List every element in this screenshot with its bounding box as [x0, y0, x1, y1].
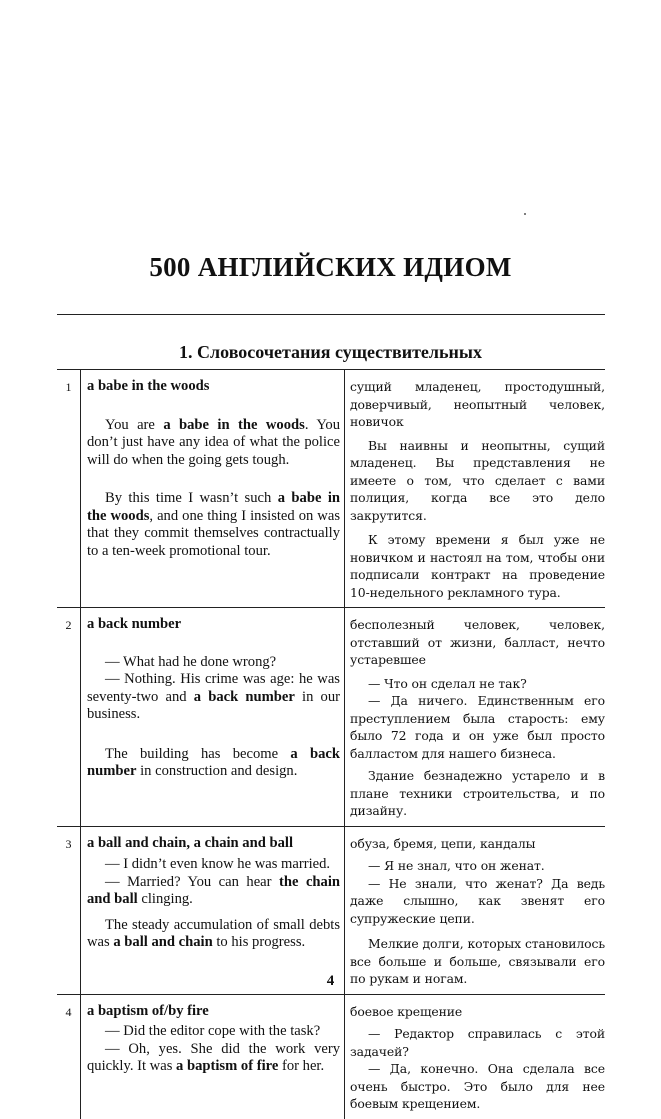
english-example [87, 671, 340, 724]
russian-dialogue-line: — Что он сделал не так? [368, 675, 527, 691]
example-text: By this time I wasn’t such [105, 490, 278, 506]
russian-translation: — Не знали, что женат? Да ведь даже слышно, как звенят его супружеские цепи. [350, 875, 605, 926]
english-example [87, 1041, 340, 1076]
example-idiom: a back number [193, 688, 295, 705]
english-example [87, 417, 340, 470]
section-title: 1. Словосочетания существительных [179, 342, 482, 362]
example-text: , and one thing I insisted on was that they commit themselves contractually to a ten-week promotional tour. [87, 507, 341, 559]
example-idiom: a back number [87, 745, 340, 779]
english-dialogue-line: — I didn’t even know he was married. [105, 856, 331, 872]
example-text: The building has become [105, 745, 291, 762]
entry-number: 3 [57, 827, 81, 994]
russian-translation: Здание безнадежно устарело и в плане техники строительства, и по дизайну. [350, 768, 605, 818]
russian-column [345, 995, 605, 1119]
title-rule [57, 314, 605, 315]
russian-column [345, 608, 605, 826]
russian-column [345, 827, 605, 994]
example-text: The steady accumulation of small debts was [87, 916, 340, 950]
example-text: You are [105, 416, 164, 433]
example-text: for her. [278, 1058, 325, 1074]
english-column [81, 370, 345, 607]
english-example [87, 917, 340, 952]
idiom-phrase: a baptism of/by fire [87, 1002, 209, 1019]
book-title: 500 АНГЛИЙСКИХ ИДИОМ [149, 252, 512, 282]
idiom-table [57, 369, 605, 1119]
idiom-entry [57, 608, 605, 827]
example-idiom: a ball and chain [113, 934, 213, 950]
example-idiom: a babe in the woods [87, 490, 340, 524]
english-column [81, 608, 345, 826]
idiom-meaning: бесполезный человек, человек, отставший от жизни, балласт, нечто устаревшее [350, 617, 605, 667]
example-text: clinging. [137, 891, 193, 907]
idiom-phrase: a ball and chain, a chain and ball [87, 834, 294, 851]
english-column [81, 995, 345, 1119]
example-text: . You don’t just have any idea of what the police will do when the going gets tough. [87, 416, 340, 468]
example-text: in construction and design. [136, 763, 298, 779]
idiom-entry [57, 369, 605, 608]
english-dialogue-line: — What had he done wrong? [105, 653, 277, 670]
example-text: — Married? You can hear [105, 873, 279, 890]
example-idiom: the chain and ball [87, 873, 340, 907]
example-text: to his progress. [212, 934, 306, 950]
english-column [81, 827, 345, 994]
speck [524, 213, 526, 215]
english-example [87, 746, 340, 781]
entry-number: 2 [57, 608, 81, 826]
english-example [87, 490, 340, 560]
russian-translation: Вы наивны и неопытны, сущий младенец. Вы представления не имеете о том, что сделает с вами полиция, когда все это дело закрутится. [350, 437, 605, 523]
example-idiom: a babe in the woods [163, 416, 305, 433]
russian-translation: — Да, конечно. Она сделала все очень быстро. Это было для нее боевым крещением. [350, 1061, 605, 1111]
entry-number: 1 [57, 370, 81, 607]
idiom-meaning: сущий младенец, простодушный, доверчивый, неопытный человек, новичок [350, 379, 605, 429]
idiom-phrase: a babe in the woods [87, 378, 210, 394]
example-text: — Nothing. His crime was age: he was seventy-two and [87, 671, 340, 705]
english-dialogue-line: — Did the editor cope with the task? [105, 1023, 321, 1039]
russian-dialogue-line: — Редактор справилась с этой задачей? [350, 1026, 605, 1059]
idiom-phrase: a back number [87, 616, 182, 632]
example-idiom: a baptism of fire [176, 1058, 279, 1074]
russian-translation: К этому времени я был уже не новичком и настоял на том, чтобы они подписали контракт на проведение 10-недельного рекламного тура. [350, 532, 605, 600]
entry-number: 4 [57, 995, 81, 1119]
russian-column [345, 370, 605, 607]
idiom-entry [57, 995, 605, 1119]
idiom-meaning: обуза, бремя, цепи, кандалы [350, 835, 536, 851]
russian-translation: Мелкие долги, которых становилось все больше и больше, связывали его по рукам и ногам. [350, 936, 605, 986]
english-example [87, 874, 340, 909]
example-text: — Oh, yes. She did the work very quickly. It was [87, 1040, 340, 1074]
idiom-meaning: боевое крещение [350, 1003, 463, 1019]
idiom-entry [57, 827, 605, 995]
russian-translation: — Да ничего. Единственным его преступлением была старость: ему было 72 года и он уже был просто балластом для нашего бизнеса. [350, 693, 605, 761]
example-text: in our business. [87, 688, 341, 722]
page-number: 4 [326, 973, 335, 989]
russian-dialogue-line: — Я не знал, что он женат. [368, 858, 545, 873]
